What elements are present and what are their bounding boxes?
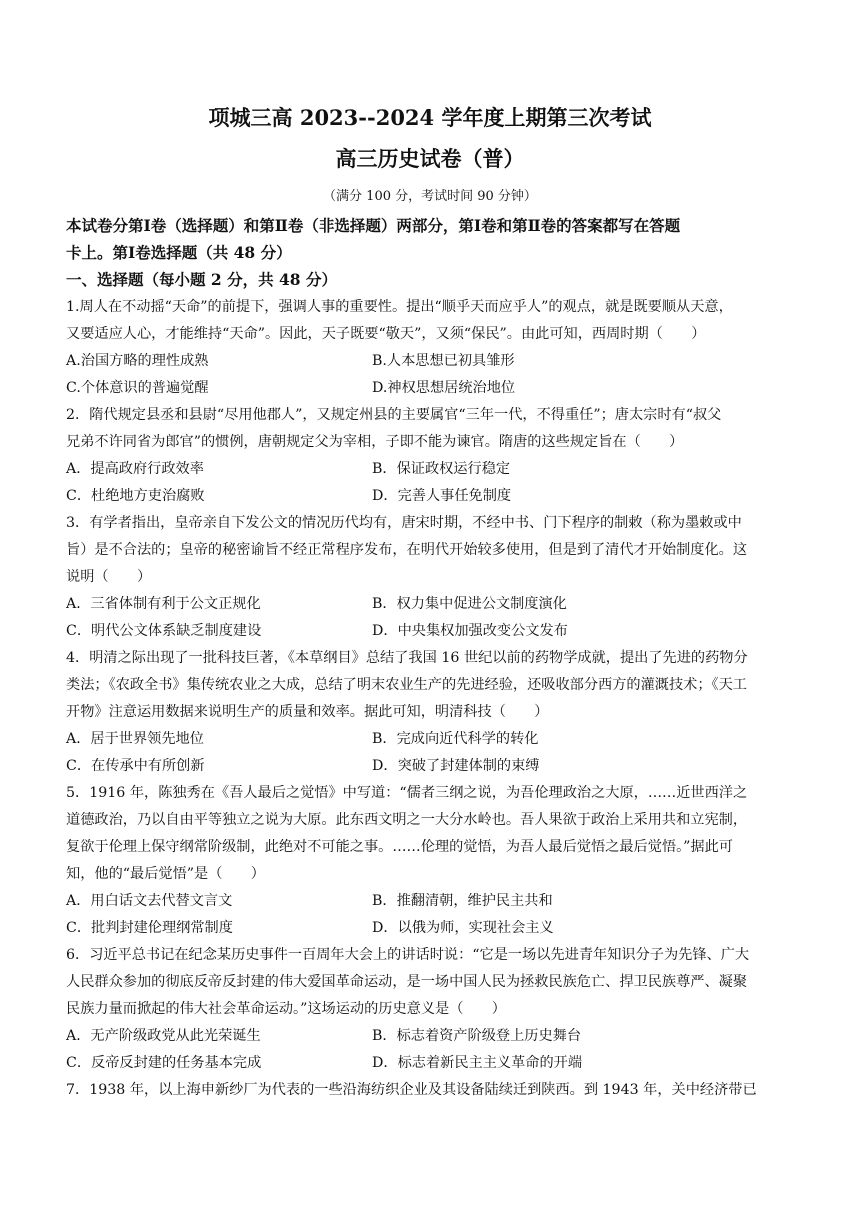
question-text: 类法；《农政全书》集传统农业之大成，总结了明末农业生产的先进经验，还吸收部分西方的灌溉技术；《天工 (66, 677, 747, 693)
option-b: B．保证政权运行稳定 (372, 461, 511, 477)
option-c: C．反帝反封建的任务基本完成 (66, 1055, 262, 1071)
option-c: C．杜绝地方吏治腐败 (66, 488, 205, 504)
question-text: 7．1938 年，以上海申新纱厂为代表的一些沿海纺织企业及其设备陆续迁到陕西。到 1943 年，关中经济带已 (66, 1082, 757, 1098)
question-text: 又要适应人心，才能维持“天命”。因此，天子既要“敬天”，又须“保民”。由此可知，西周时期（ ） (66, 326, 706, 342)
question-text: 旨）是不合法的；皇帝的秘密谕旨不经正常程序发布，在明代开始较多使用，但是到了清代才开始制度化。这 (66, 542, 748, 558)
option-b: B．标志着资产阶级登上历史舞台 (372, 1028, 582, 1044)
question-text: 人民群众参加的彻底反帝反封建的伟大爱国革命运动，是一场中国人民为拯救民族危亡、捍卫民族尊严、凝聚 (66, 974, 748, 990)
question-text: 5．1916 年，陈独秀在《吾人最后之觉悟》中写道：“儒者三纲之说，为吾伦理政治之大原，……近世西洋之 (66, 785, 748, 801)
option-d: D.神权思想居统治地位 (372, 380, 516, 396)
question-text: 民族力量而掀起的伟大社会革命运动。”这场运动的历史意义是（ ） (66, 1001, 506, 1017)
option-d: D．中央集权加强改变公文发布 (372, 623, 568, 639)
option-c: C．明代公文体系缺乏制度建设 (66, 623, 262, 639)
option-a: A.治国方略的理性成熟 (66, 353, 209, 369)
option-a: A．居于世界领先地位 (66, 731, 204, 747)
option-c: C．批判封建伦理纲常制度 (66, 920, 233, 936)
question-text: 1.周人在不动摇“天命”的前提下，强调人事的重要性。提出“顺乎天而应乎人”的观点，就是既要顺从天意， (66, 299, 733, 315)
option-a: A．提高政府行政效率 (66, 461, 204, 477)
option-c: C.个体意识的普遍觉醒 (66, 380, 209, 396)
exam-note: （满分 100 分，考试时间 90 分钟） (323, 189, 537, 204)
question-text: 说明（ ） (66, 569, 152, 585)
option-b: B．完成向近代科学的转化 (372, 731, 539, 747)
exam-subtitle: 高三历史试卷（普） (335, 146, 525, 171)
question-text: 道德政治，乃以自由平等独立之说为大原。此东西文明之一大分水岭也。吾人果欲于政治上采用共和立宪制， (66, 812, 748, 828)
option-d: D．完善人事任免制度 (372, 488, 512, 504)
option-b: B.人本思想已初具雏形 (372, 353, 515, 369)
intro-line: 卡上。第Ⅰ卷选择题（共 48 分） (66, 244, 292, 262)
question-text: 4．明清之际出现了一批科技巨著，《本草纲目》总结了我国 16 世纪以前的药物学成就，提出了先进的药物分 (66, 650, 748, 666)
question-text: 复欲于伦理上保守纲常阶级制，此绝对不可能之事。……伦理的觉悟，为吾人最后觉悟之最后觉悟。”据此可 (66, 839, 733, 855)
question-text: 兄弟不许同省为郎官”的惯例，唐朝规定父为宰相，子即不能为谏官。隋唐的这些规定旨在（ ） (66, 434, 684, 450)
question-text: 6．习近平总书记在纪念某历史事件一百周年大会上的讲话时说：“它是一场以先进青年知识分子为先锋、广大 (66, 947, 750, 963)
exam-title: 项城三高 2023--2024 学年度上期第三次考试 (208, 105, 652, 130)
question-text: 知，他的“最后觉悟”是（ ） (66, 866, 265, 882)
option-a: A．三省体制有利于公文正规化 (66, 596, 261, 612)
option-d: D．以俄为师，实现社会主义 (372, 920, 554, 936)
option-c: C．在传承中有所创新 (66, 758, 205, 774)
question-text: 开物》注意运用数据来说明生产的质量和效率。据此可知，明清科技（ ） (66, 704, 549, 720)
option-b: B．权力集中促进公文制度演化 (372, 596, 567, 612)
question-text: 3．有学者指出，皇帝亲自下发公文的情况历代均有，唐宋时期，不经中书、门下程序的制敕（称为墨敕或中 (66, 515, 742, 531)
option-d: D．标志着新民主主义革命的开端 (372, 1055, 583, 1071)
section-heading: 一、选择题（每小题 2 分，共 48 分） (66, 271, 337, 289)
option-a: A．无产阶级政党从此光荣诞生 (66, 1028, 261, 1044)
option-d: D．突破了封建体制的束缚 (372, 758, 540, 774)
option-a: A．用白话文去代替文言文 (66, 893, 233, 909)
option-b: B．推翻清朝，维护民主共和 (372, 893, 553, 909)
question-text: 2．隋代规定县丞和县尉“尽用他郡人”，又规定州县的主要属官“三年一代，不得重任”；唐太宗时有“叔父 (66, 407, 722, 423)
intro-line: 本试卷分第Ⅰ卷（选择题）和第Ⅱ卷（非选择题）两部分，第Ⅰ卷和第Ⅱ卷的答案都写在答题 (66, 217, 681, 235)
